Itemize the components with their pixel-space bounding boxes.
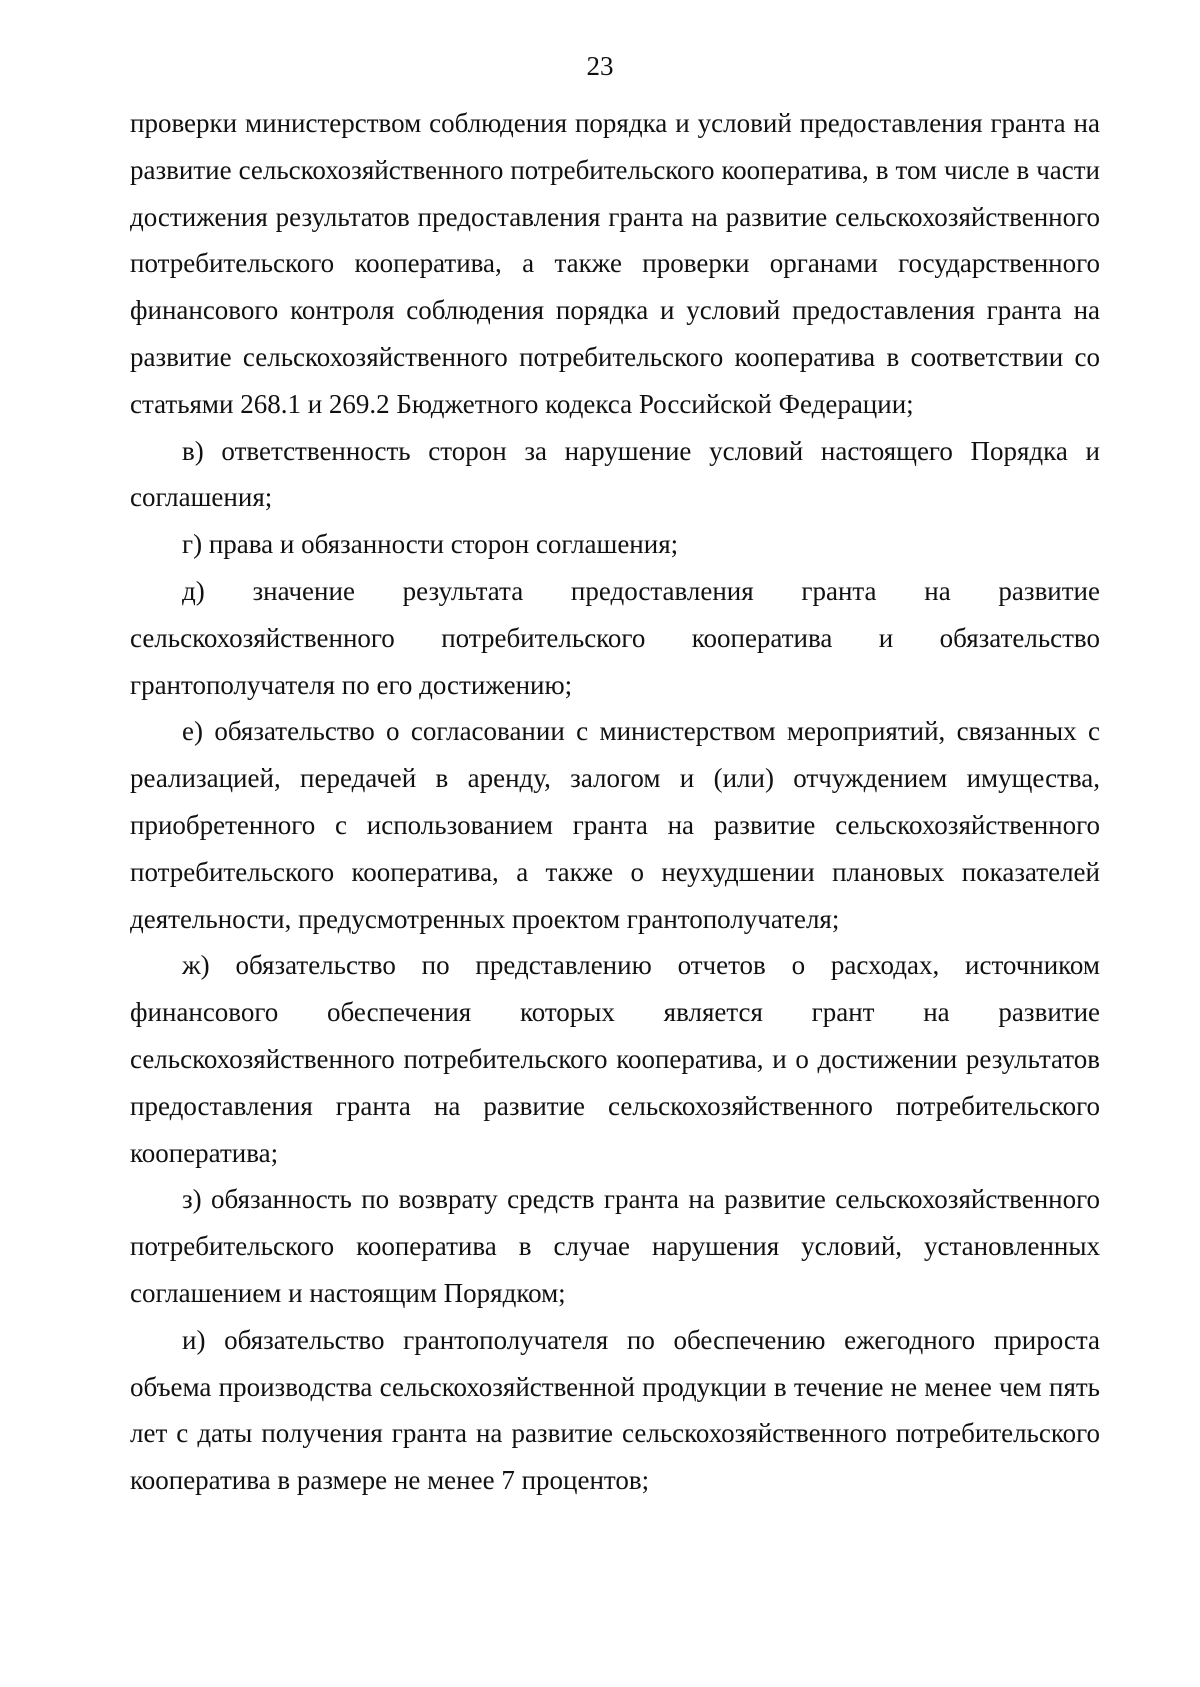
paragraph-item-e: е) обязательство о согласовании с министерством мероприятий, связанных с реализацией, передачей в аренду, залогом и (или) отчуждением имущества, приобретенного с использованием гранта на развитие сельскохозяйственного потребительского кооператива, а также о неухудшении плановых показателей деятельности, предусмотренных проектом грантополучателя; [130,716,1100,934]
paragraph-item-i: и) обязательство грантополучателя по обеспечению ежегодного прироста объема производства сельскохозяйственной продукции в течение не менее чем пять лет с даты получения гранта на развитие сельскохозяйственного потребительского кооператива в размере не менее 7 процентов; [130,1324,1100,1496]
page-number: 23 [586,51,614,81]
paragraph-item-z: з) обязанность по возврату средств гранта на развитие сельскохозяйственного потребительского кооператива в случае нарушения условий, установленных соглашением и настоящим Порядком; [130,1184,1100,1308]
paragraph-item-d: д) значение результата предоставления гранта на развитие сельскохозяйственного потребительского кооператива и обязательство грантополучателя по его достижению; [130,575,1100,700]
paragraph-continuation: проверки министерством соблюдения порядка и условий предоставления гранта на развитие сельскохозяйственного потребительского кооператива, в том числе в части достижения результатов предоставления гранта на развитие сельскохозяйственного потребительского кооператива, а также проверки органами государственного финансового контроля соблюдения порядка и условий предоставления гранта на развитие сельскохозяйственного потребительского кооператива в соответствии со статьями 268.1 и 269.2 Бюджетного кодекса Российской Федерации; [130,108,1100,419]
paragraph-item-zh: ж) обязательство по представлению отчетов о расходах, источником финансового обеспечения которых является грант на развитие сельскохозяйственного потребительского кооператива, и о достижении результатов предоставления гранта на развитие сельскохозяйственного потребительского кооператива; [130,950,1100,1168]
document-body [130,100,1100,1504]
paragraph-item-g: г) права и обязанности сторон соглашения; [182,529,679,560]
paragraph-item-v: в) ответственность сторон за нарушение условий настоящего Порядка и соглашения; [130,435,1100,513]
